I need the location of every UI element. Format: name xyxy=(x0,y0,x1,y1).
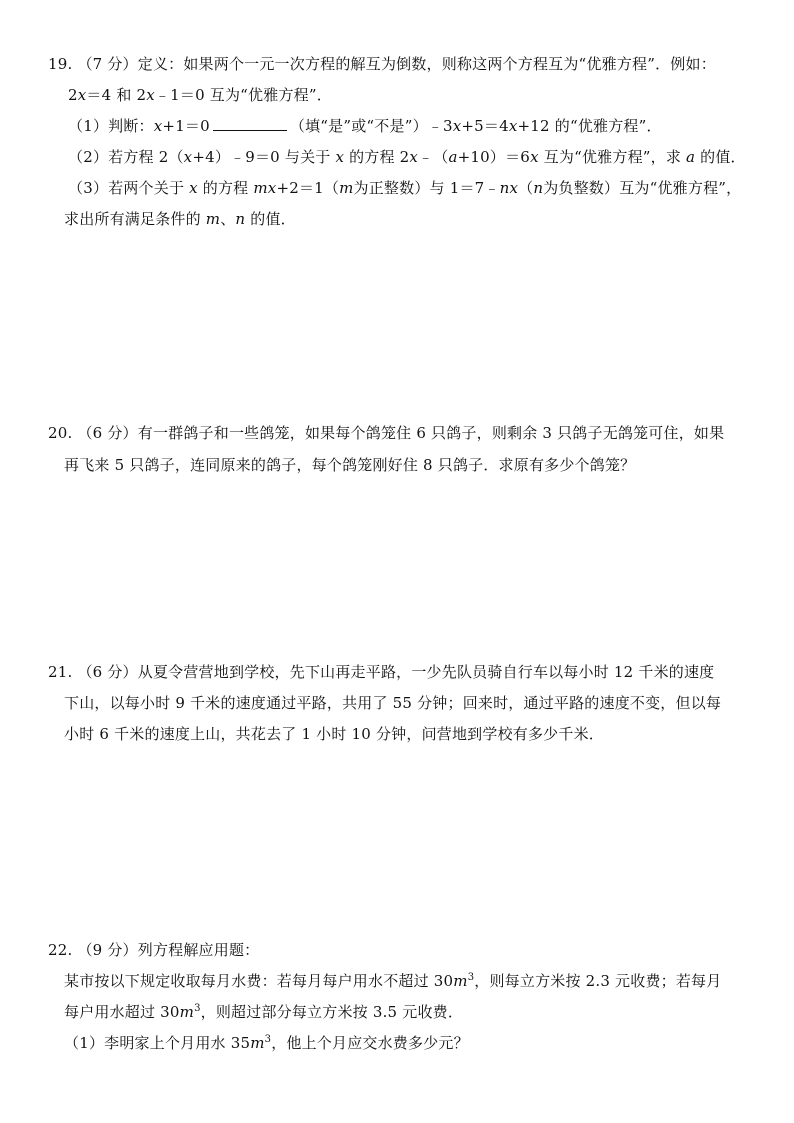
t: 的方程 xyxy=(202,179,249,197)
q22-title: 列方程解应用题： xyxy=(137,941,260,959)
t: +5＝4 xyxy=(461,117,509,135)
var: m xyxy=(205,210,221,228)
t: +2＝1（ xyxy=(276,179,340,197)
t: 的值． xyxy=(700,148,746,166)
q21-text-3: 小时 6 千米的速度上山，共花去了 1 小时 10 分钟，问营地到学校有多少千米． xyxy=(64,725,604,743)
t: （1）判断： xyxy=(68,117,154,135)
var: x xyxy=(409,148,419,166)
q22-line-2 xyxy=(64,971,721,991)
var: x xyxy=(335,148,345,166)
q19-part-3-cont xyxy=(64,209,296,229)
t: 某市按以下规定收取每月水费：若每月每户用水不超过 30 xyxy=(64,972,454,990)
t: 为正整数）与 1＝7﹣ xyxy=(353,179,500,197)
q21-text-2: 下山，以每小时 9 千米的速度通过平路，共用了 55 分钟；回来时，通过平路的速度不变，但以每 xyxy=(64,694,722,712)
exp: 3 xyxy=(194,1003,201,1014)
var: nx xyxy=(499,179,519,197)
q19-line-1 xyxy=(48,54,716,74)
var: x xyxy=(189,179,198,197)
q22-line-3 xyxy=(64,1002,463,1022)
q22-line-1 xyxy=(48,940,259,960)
var: x xyxy=(146,86,155,104)
var: x xyxy=(77,86,87,104)
var: x xyxy=(183,148,193,166)
var: x xyxy=(153,117,163,135)
q19-part-2 xyxy=(68,147,746,167)
var: n xyxy=(235,210,246,228)
t: （填“是”或“不是”）﹣3 xyxy=(289,117,453,135)
q21-text-1: 从夏令营营地到学校，先下山再走平路，一少先队员骑自行车以每小时 12 千米的速度 xyxy=(137,663,715,681)
q22-part-1 xyxy=(64,1033,469,1053)
q20-number: 20. xyxy=(48,424,73,442)
answer-blank[interactable] xyxy=(213,116,287,131)
q19-part-3 xyxy=(68,178,741,198)
var: x xyxy=(508,117,518,135)
var: mx xyxy=(253,179,277,197)
q21-line-2 xyxy=(64,693,721,713)
q22-number: 22. xyxy=(48,941,73,959)
t: ，则每立方米按 2.3 元收费；若每月 xyxy=(474,972,722,990)
t: ，他上个月应交水费多少元？ xyxy=(271,1034,469,1052)
q21-line-1 xyxy=(48,662,714,682)
var: m xyxy=(339,179,354,197)
var: x xyxy=(530,148,539,166)
t: （ xyxy=(518,179,534,197)
var: m xyxy=(179,1003,195,1021)
t: 互为“优雅方程”，求 xyxy=(543,148,682,166)
var: a xyxy=(448,148,458,166)
t: +12 的“优雅方程”． xyxy=(517,117,662,135)
exp: 3 xyxy=(264,1034,272,1045)
q21-number: 21. xyxy=(48,663,73,681)
t: 、 xyxy=(220,210,236,228)
var: x xyxy=(452,117,462,135)
q21-score: （6 分） xyxy=(77,663,138,681)
q20-score: （6 分） xyxy=(77,424,138,442)
t: 为负整数）互为“优雅方程”， xyxy=(543,179,742,197)
t: 的值． xyxy=(250,210,296,228)
var: m xyxy=(453,972,468,990)
t: +4）﹣9＝0 与关于 xyxy=(192,148,331,166)
t: +10）＝6 xyxy=(457,148,531,166)
q22-score: （9 分） xyxy=(77,941,138,959)
t: 2 xyxy=(68,86,78,104)
var: n xyxy=(533,179,544,197)
t: 求出所有满足条件的 xyxy=(64,210,201,228)
q19-number: 19. xyxy=(48,55,73,73)
t: +1＝0 xyxy=(162,117,210,135)
exp: 3 xyxy=(467,972,475,983)
var: m xyxy=(250,1034,265,1052)
t: （1）李明家上个月用水 35 xyxy=(64,1034,251,1052)
q19-line-2 xyxy=(68,85,332,105)
q20-line-1 xyxy=(48,423,724,443)
t: （2）若方程 2（ xyxy=(68,148,184,166)
var: a xyxy=(686,148,696,166)
q20-text-2: 再飞来 5 只鸽子，连同原来的鸽子，每个鸽笼刚好住 8 只鸽子．求原有多少个鸽笼？ xyxy=(64,456,636,474)
q20-line-2 xyxy=(64,455,635,475)
t: ，则超过部分每立方米按 3.5 元收费． xyxy=(200,1003,464,1021)
t: ＝4 和 2 xyxy=(86,86,147,104)
t: 每户用水超过 30 xyxy=(64,1003,180,1021)
q19-text-1: 定义：如果两个一元一次方程的解互为倒数，则称这两个方程互为“优雅方程”．例如： xyxy=(137,55,716,73)
q19-score: （7 分） xyxy=(77,55,138,73)
q20-text-1: 有一群鸽子和一些鸽笼，如果每个鸽笼住 6 只鸽子，则剩余 3 只鸽子无鸽笼可住，如果 xyxy=(137,424,725,442)
t: ﹣1＝0 互为“优雅方程”． xyxy=(154,86,332,104)
t: （3）若两个关于 xyxy=(68,179,185,197)
q19-part-1 xyxy=(68,116,662,136)
q21-line-3 xyxy=(64,724,604,744)
t: 的方程 2 xyxy=(349,148,410,166)
t: ﹣（ xyxy=(418,148,449,166)
